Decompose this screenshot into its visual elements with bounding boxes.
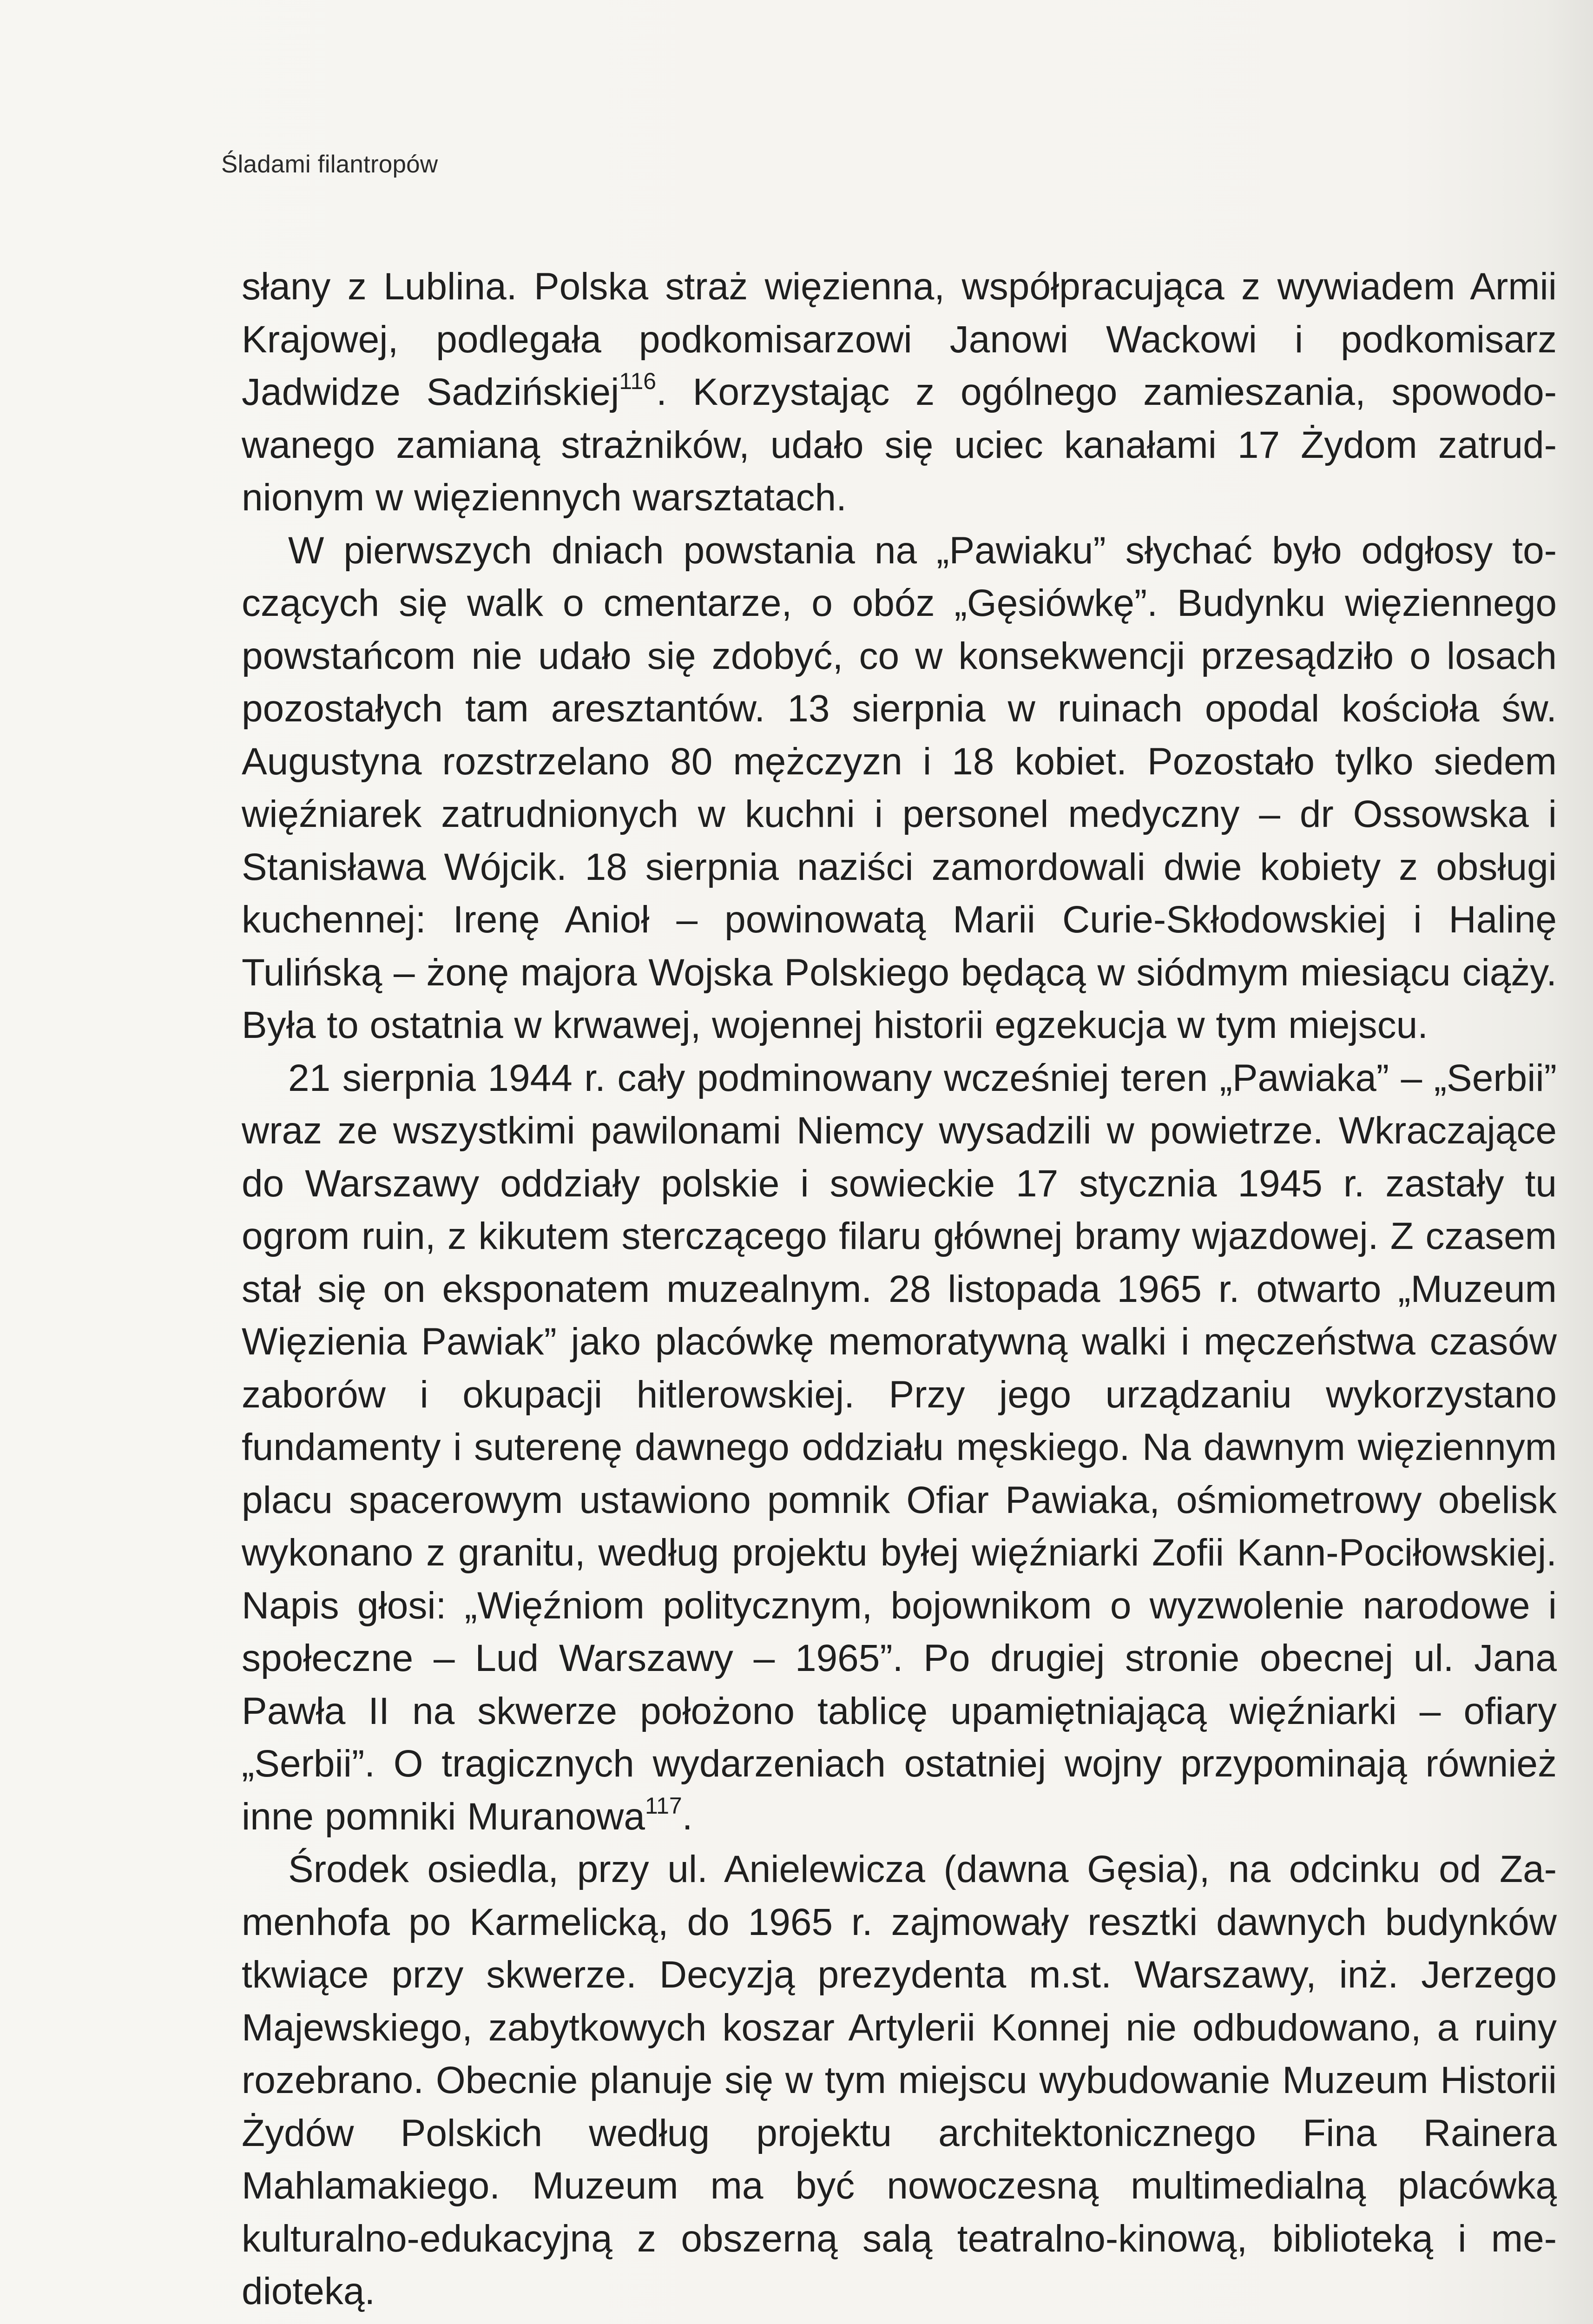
running-header: Śladami filantropów	[221, 151, 438, 178]
footnote-reference-116: 116	[619, 368, 657, 394]
paragraph-4	[242, 1843, 1557, 2318]
paragraph-text: .	[682, 1795, 693, 1838]
paragraph-text: 21 sierpnia 1944 r. cały podminowany wcześniej teren „Pawiaka” – „Serbii” wraz ze wszystkimi pawilonami Niemcy wysadzili w powietrze. Wkraczające do Warszawy oddziały polskie i sowieckie 17 stycznia 1945 r. zastały tu ogrom ruin, z kikutem sterczącego filaru głównej bramy wjazdowej. Z czasem stał się on eksponatem muzealnym. 28 listopada 1965 r. otwarto „Muzeum Więzienia Pawiak” jako placówkę memoratywną walki i męczeństwa czasów zaborów i okupacji hitlerowskiej. Przy jego urządzaniu wykorzystano fundamenty i suterenę dawnego oddziału męskiego. Na dawnym więziennym placu spacerowym ustawiono pomnik Ofiar Pawiaka, ośmiometrowy obelisk wykonano z granitu, według projektu byłej więźniarki Zofii Kann-Pociłowskiej. Napis głosi: „Więźniom politycznym, bojownikom o wyzwolenie narodowe i społeczne – Lud Warszawy – 1965”. Po drugiej stronie obecnej ul. Jana Pawła II na skwerze położono tablicę upamiętniającą więźniarki – ofiary „Serbii”. O tragicznych wydarzeniach ostatniej wojny przypominają również inne pomniki Muranowa	[242, 1056, 1557, 1838]
paragraph-1	[242, 260, 1557, 524]
paragraph-text: W pierwszych dniach powstania na „Pawiaku” słychać było odgłosy toczących się walk o cmentarze, o obóz „Gęsiówkę”. Budynku więziennego powstańcom nie udało się zdobyć, co w konsekwencji przesądziło o losach pozostałych tam aresztantów. 13 sierpnia w ruinach opodal kościoła św. Augustyna rozstrzelano 80 mężczyzn i 18 kobiet. Pozostało tylko siedem więźniarek zatrudnionych w kuchni i personel medyczny – dr Ossowska i Stanisława Wójcik. 18 sierpnia naziści zamordowali dwie kobiety z obsługi kuchennej: Irenę Anioł – powinowatą Marii Curie-Skłodowskiej i Halinę Tulińską – żonę majora Wojska Polskiego będącą w siódmym miesiącu ciąży. Była to ostatnia w krwawej, wojennej historii egzekucja w tym miejscu.	[242, 529, 1557, 1046]
footnote-reference-117: 117	[645, 1792, 682, 1819]
body-text	[242, 260, 1557, 2318]
paragraph-text: . Korzystając z ogólnego zamieszania, spowodowanego zamianą strażników, udało się uciec kanałami 17 Żydom zatrudnionym w więziennych warsztatach.	[242, 371, 1557, 519]
paragraph-3	[242, 1052, 1557, 1843]
paragraph-text: Środek osiedla, przy ul. Anielewicza (dawna Gęsia), na odcinku od Zamenhofa po Karmelicką, do 1965 r. zajmowały resztki dawnych budynków tkwiące przy skwerze. Decyzją prezydenta m.st. Warszawy, inż. Jerzego Majewskiego, zabytkowych koszar Artylerii Konnej nie odbudowano, a ruiny rozebrano. Obecnie planuje się w tym miejscu wybudowanie Muzeum Historii Żydów Polskich według projektu architektonicznego Fina Rainera Mahlamakiego. Muzeum ma być nowoczesną multimedialną placówką kulturalno-edukacyjną z obszerną salą teatralno-kinową, biblioteką i medioteką.	[242, 1848, 1557, 2312]
paragraph-2	[242, 524, 1557, 1052]
paragraph-text: słany z Lublina. Polska straż więzienna, współpracująca z wywiadem Armii Krajowej, podlegała podkomisarzowi Janowi Wackowi i podkomisarz Jadwidze Sadzińskiej	[242, 265, 1557, 413]
